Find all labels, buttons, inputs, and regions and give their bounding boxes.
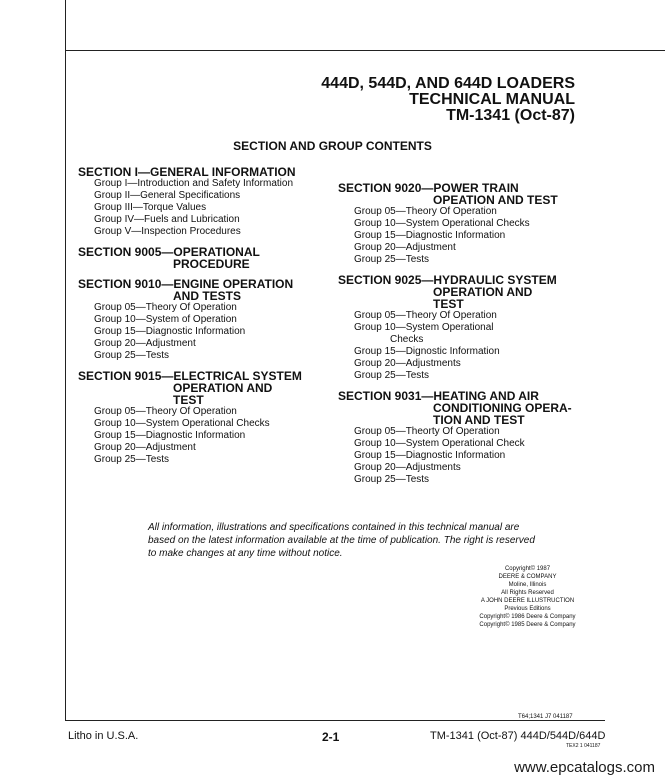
title-line-3: TM-1341 (Oct-87): [446, 107, 575, 124]
group-entry: Group II—General Specifications: [94, 190, 241, 201]
section-title: [78, 370, 318, 406]
group-entry: Group 05—Theory Of Operation: [94, 302, 237, 313]
section-title-line: OPERATION AND: [173, 381, 273, 395]
group-entry: Group 15—Dignostic Information: [354, 346, 500, 357]
group-entry: Group 05—Theorty Of Operation: [354, 426, 500, 437]
group-entry: Group 10—System of Operation: [94, 314, 237, 325]
group-entry: Group 20—Adjustments: [354, 358, 461, 369]
group-entry: Group 25—Tests: [94, 350, 170, 361]
group-entry: Group V—Inspection Procedures: [94, 226, 241, 237]
group-entry: Group I—Introduction and Safety Information: [94, 178, 293, 189]
group-entry: Group 25—Tests: [94, 454, 170, 465]
section-block: [78, 246, 318, 270]
group-entry: Group 15—Diagnostic Information: [94, 326, 246, 337]
copyright-line: A JOHN DEERE ILLUSTRUCTION: [480, 598, 575, 604]
page-number: 2-1: [322, 730, 340, 744]
group-entry: Group 05—Theory Of Operation: [354, 310, 497, 321]
title-line-2: TECHNICAL MANUAL: [409, 91, 575, 108]
top-rule: [65, 50, 665, 51]
section-title-line: TEST: [433, 297, 464, 311]
section-title-line: TION AND TEST: [433, 413, 525, 427]
group-entry: Group 15—Diagnostic Information: [354, 450, 506, 461]
left-margin-rule: [65, 0, 66, 50]
group-entry: Checks: [390, 334, 424, 345]
group-entry: Group 05—Theory Of Operation: [94, 406, 237, 417]
contents-left-column: [78, 166, 318, 474]
group-entry: Group 10—System Operational: [354, 322, 494, 333]
copyright-line: Copyright© 1987: [504, 566, 551, 572]
section-title: [78, 278, 318, 302]
group-entry: Group 10—System Operational Checks: [354, 218, 530, 229]
group-entry: Group 25—Tests: [354, 370, 430, 381]
section-title-line: SECTION 9020—POWER TRAIN: [338, 181, 519, 195]
section-title-line: CONDITIONING OPERA-: [433, 401, 572, 415]
section-title: [78, 246, 318, 270]
section-title: [338, 182, 578, 206]
footer-left: Litho in U.S.A.: [68, 730, 139, 742]
group-entry: Group 25—Tests: [354, 254, 430, 265]
copyright-block: [470, 565, 585, 629]
manual-title: [321, 76, 575, 124]
section-block: [338, 390, 578, 486]
section-title-line: SECTION 9010—ENGINE OPERATION: [78, 277, 294, 291]
group-entry: Group 20—Adjustment: [94, 338, 196, 349]
bottom-rule: [65, 720, 605, 721]
contents-right-column: [338, 182, 578, 494]
copyright-line: Copyright© 1985 Deere & Company: [479, 622, 576, 628]
section-block: [78, 370, 318, 466]
section-block: [78, 166, 318, 238]
section-block: [338, 182, 578, 266]
section-title: [338, 390, 578, 426]
section-block: [338, 274, 578, 382]
group-entry: Group 10—System Operational Check: [354, 438, 525, 449]
section-title-line: AND TESTS: [173, 289, 242, 303]
copyright-line: DEERE & COMPANY: [498, 574, 557, 580]
group-entry: Group 05—Theory Of Operation: [354, 206, 497, 217]
section-title-line: SECTION 9015—ELECTRICAL SYSTEM: [78, 369, 302, 383]
copyright-line: Previous Editions: [504, 606, 551, 612]
section-title: [78, 166, 318, 178]
footer-right: TM-1341 (Oct-87) 444D/544D/644D: [430, 730, 606, 742]
footer-code: TEX2 1 041187: [566, 743, 601, 749]
group-entry: Group 25—Tests: [354, 474, 430, 485]
section-title-line: OPEATION AND TEST: [433, 193, 558, 207]
section-title-line: TEST: [173, 393, 204, 407]
section-title-line: SECTION 9005—OPERATIONAL: [78, 245, 260, 259]
disclaimer-note: All information, illustrations and specifications contained in this technical manual are based on the latest information available at the time of publication. The right is reserved to make changes at any time without notice.: [148, 522, 535, 559]
group-entry: Group 20—Adjustment: [354, 242, 456, 253]
group-entry: Group 10—System Operational Checks: [94, 418, 270, 429]
section-title: [338, 274, 578, 310]
watermark: www.epcatalogs.com: [514, 759, 655, 776]
group-entry: Group 20—Adjustments: [354, 462, 461, 473]
group-entry: Group III—Torque Values: [94, 202, 207, 213]
document-code: T64;1341 J7 041187: [518, 714, 573, 720]
group-entry: Group IV—Fuels and Lubrication: [94, 214, 240, 225]
group-entry: Group 20—Adjustment: [94, 442, 196, 453]
copyright-line: Copyright© 1986 Deere & Company: [479, 614, 576, 620]
group-entry: Group 15—Diagnostic Information: [354, 230, 506, 241]
section-title-line: SECTION 9031—HEATING AND AIR: [338, 389, 539, 403]
title-line-1: 444D, 544D, AND 644D LOADERS: [321, 75, 575, 92]
section-title-line: OPERATION AND: [433, 285, 533, 299]
copyright-line: Moline, Illinois: [508, 582, 547, 588]
contents-heading: SECTION AND GROUP CONTENTS: [233, 139, 432, 153]
section-title-line: PROCEDURE: [173, 257, 250, 271]
group-entry: Group 15—Diagnostic Information: [94, 430, 246, 441]
section-title-line: SECTION 9025—HYDRAULIC SYSTEM: [338, 273, 557, 287]
section-title-line: SECTION I—GENERAL INFORMATION: [78, 165, 296, 179]
copyright-line: All Rights Reserved: [501, 590, 554, 596]
section-block: [78, 278, 318, 362]
